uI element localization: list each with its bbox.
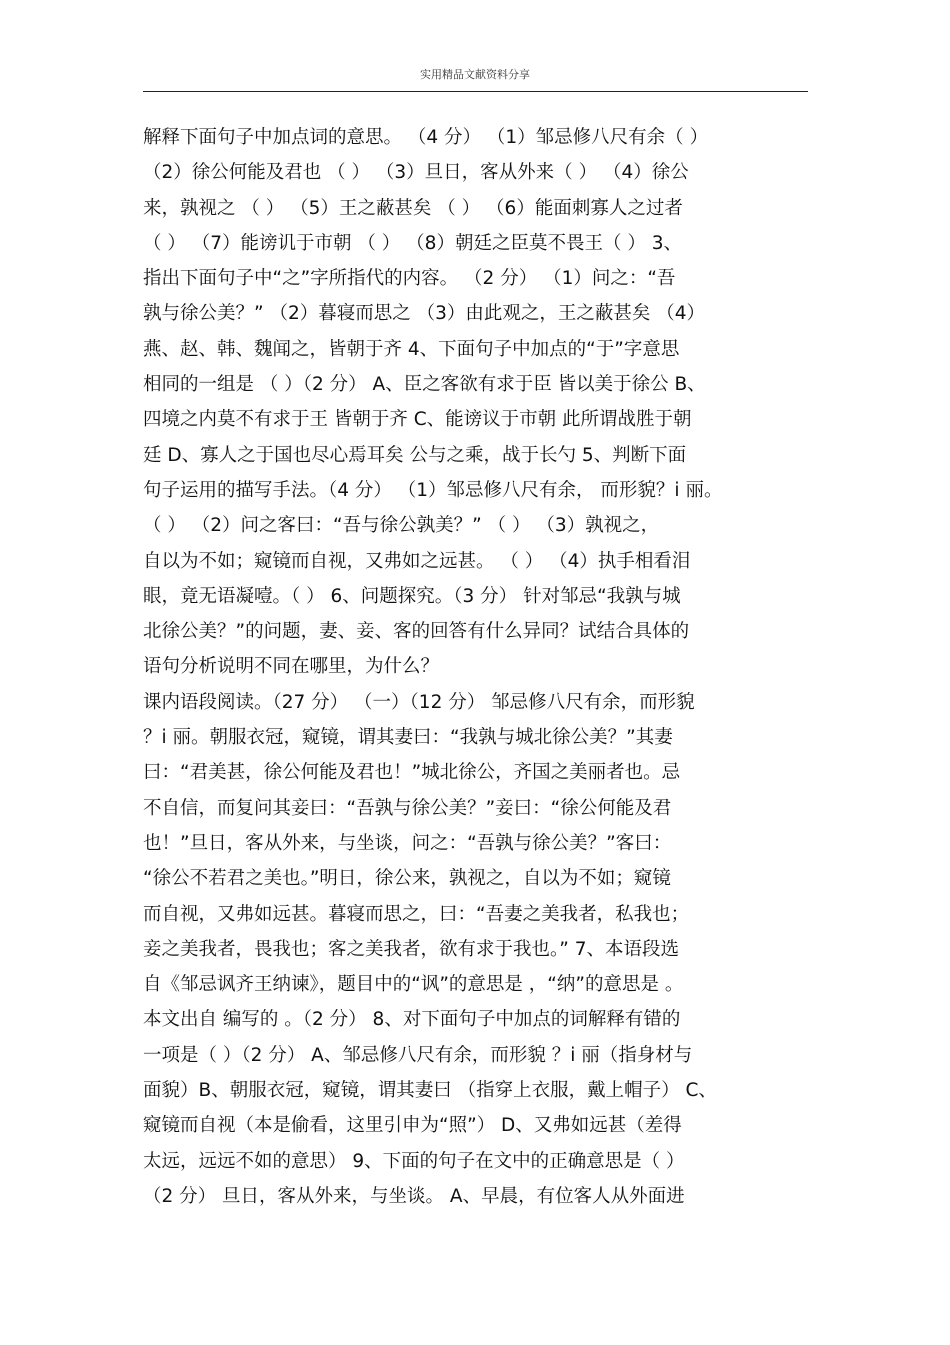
- text-line: （2 分） 旦日，客从外来，与坐谈。 A、早晨，有位客人从外面进: [143, 1185, 685, 1207]
- text-line: （2）徐公何能及君也 （ ） （3）旦日，客从外来（ ） （4）徐公: [143, 162, 689, 184]
- text-line: （ ） （7）能谤讥于市朝 （ ） （8）朝廷之臣莫不畏王（ ） 3、: [143, 232, 682, 254]
- text-line: 四境之内莫不有求于王 皆朝于齐 C、能谤议于市朝 此所谓战胜于朝: [143, 409, 692, 431]
- text-line: 而自视，又弗如远甚。暮寝而思之，曰：“吾妻之美我者，私我也；: [143, 903, 690, 925]
- text-line: 语句分析说明不同在哪里，为什么？: [143, 656, 440, 678]
- text-line: 句子运用的描写手法。（4 分） （1）邹忌修八尺有余， 而形貌？i 丽。: [143, 479, 723, 501]
- text-line: 本文出自 编写的 。（2 分） 8、对下面句子中加点的词解释有错的: [143, 1009, 681, 1031]
- text-line: 指出下面句子中“之”字所指代的内容。 （2 分） （1）问之：“吾: [143, 268, 676, 290]
- text-line: 一项是（ ）（2 分） A、邹忌修八尺有余，而形貌 ？i 丽（指身材与: [143, 1044, 693, 1066]
- text-line: 窥镜而自视（本是偷看，这里引申为“照”） D、又弗如远甚（差得: [143, 1115, 682, 1137]
- text-line: 相同的一组是 （ ）（2 分） A、臣之客欲有求于臣 皆以美于徐公 B、: [143, 374, 706, 396]
- text-line: “徐公不若君之美也。”明日，徐公来，孰视之，自以为不如；窥镜: [143, 868, 671, 890]
- text-line: 来，孰视之 （ ） （5）王之蔽甚矣 （ ） （6）能面刺寡人之过者: [143, 197, 683, 219]
- text-line: 孰与徐公美？” （2）暮寝而思之 （3）由此观之，王之蔽甚矣 （4）: [143, 303, 706, 325]
- text-line: 北徐公美？”的问题，妻、妾、客的回答有什么异同？试结合具体的: [143, 621, 690, 643]
- text-line: 面貌）B、朝服衣冠，窥镜，谓其妻曰 （指穿上衣服，戴上帽子） C、: [143, 1080, 717, 1102]
- text-line: （ ） （2）问之客曰：“吾与徐公孰美？” （ ） （3）孰视之，: [143, 515, 660, 537]
- text-line: 也！”旦日，客从外来，与坐谈，问之：“吾孰与徐公美？”客曰：: [143, 832, 672, 854]
- text-line: 课内语段阅读。（27 分） （一）（12 分） 邹忌修八尺有余，而形貌: [143, 691, 695, 713]
- text-line: 不自信，而复问其妾曰：“吾孰与徐公美？”妾曰：“徐公何能及君: [143, 797, 672, 819]
- text-line: 妾之美我者，畏我也；客之美我者，欲有求于我也。” 7、本语段选: [143, 938, 679, 960]
- text-line: 太远，远远不如的意思） 9、下面的句子在文中的正确意思是（ ）: [143, 1150, 685, 1172]
- text-line: 曰：“君美甚，徐公何能及君也！”城北徐公，齐国之美丽者也。忌: [143, 762, 681, 784]
- text-line: 眼，竟无语凝噎。（ ） 6、问题探究。（3 分） 针对邹忌“我孰与城: [143, 585, 681, 607]
- text-line: ？i 丽。朝服衣冠，窥镜，谓其妻曰：“我孰与城北徐公美？”其妻: [143, 727, 673, 749]
- text-line: 廷 D、寡人之于国也尽心焉耳矣 公与之乘，战于长勺 5、判断下面: [143, 444, 687, 466]
- header-divider: [143, 91, 808, 92]
- text-line: 自以为不如；窥镜而自视，又弗如之远甚。 （ ） （4）执手相看泪: [143, 550, 691, 572]
- text-line: 解释下面句子中加点词的意思。 （4 分） （1）邹忌修八尺有余（ ）: [143, 127, 709, 148]
- text-line: 燕、赵、韩、魏闻之，皆朝于齐 4、下面句子中加点的“于”字意思: [143, 338, 680, 360]
- text-line: 自《邹忌讽齐王纳谏》，题目中的“讽”的意思是 ，“纳”的意思是 。: [143, 974, 684, 996]
- page-header: 实用精品文献资料分享: [420, 68, 530, 81]
- document-body: [143, 120, 823, 1214]
